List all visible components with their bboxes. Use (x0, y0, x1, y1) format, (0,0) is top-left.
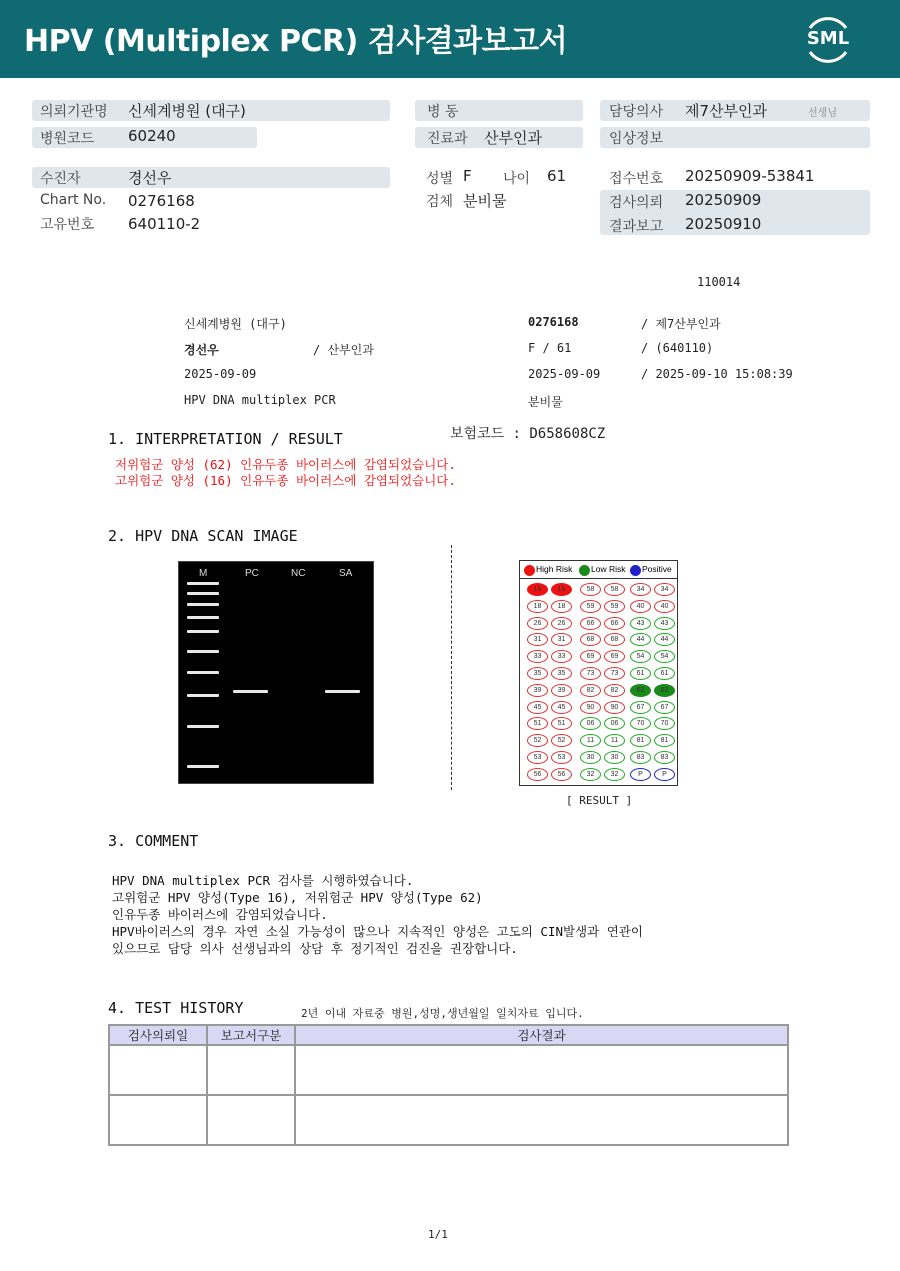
hpv-type-70: 70 (630, 717, 651, 730)
gel-label-sa: SA (339, 568, 353, 579)
doctor-suffix: 선생님 (808, 108, 837, 119)
hpv-type-43: 43 (630, 617, 651, 630)
comment-line: HPV DNA multiplex PCR 검사를 시행하였습니다. (112, 873, 414, 888)
hpv-type-83: 83 (630, 751, 651, 764)
hpv-type-34: 34 (630, 583, 651, 596)
rb-test: HPV DNA multiplex PCR (184, 393, 336, 407)
rb-datetime: / 2025-09-10 15:08:39 (641, 367, 793, 381)
low-risk-dot (579, 565, 590, 576)
table-cell (207, 1045, 295, 1095)
rb-doctor: / 제7산부인과 (641, 317, 721, 331)
pc-band (233, 690, 268, 693)
result-line-1: 저위험군 양성 (62) 인유두종 바이러스에 감염되었습니다. (115, 457, 456, 472)
grid-caption: [ RESULT ] (566, 794, 633, 807)
report-date-value: 20250910 (685, 215, 762, 233)
doctor-value: 제7산부인과 (685, 102, 767, 120)
ladder-band (187, 650, 219, 653)
doctor-label: 담당의사 (609, 104, 664, 120)
hpv-type-34: 34 (654, 583, 675, 596)
hpv-type-68: 68 (580, 633, 601, 646)
table-cell (207, 1095, 295, 1145)
report-header (0, 0, 900, 78)
hpv-type-P: P (630, 768, 651, 781)
page-number: 1/1 (428, 1228, 448, 1241)
hospital-code-label: 병원코드 (40, 131, 95, 147)
unique-label: 고유번호 (40, 217, 95, 233)
high-risk-dot (524, 565, 535, 576)
section-scan-image: 2. HPV DNA SCAN IMAGE (108, 527, 298, 545)
hpv-type-58: 58 (580, 583, 601, 596)
hpv-type-18: 18 (551, 600, 572, 613)
request-value: 20250909 (685, 191, 762, 209)
ladder-band (187, 765, 219, 768)
hpv-type-83: 83 (654, 751, 675, 764)
hpv-type-66: 66 (604, 617, 625, 630)
table-cell (295, 1045, 788, 1095)
hpv-type-70: 70 (654, 717, 675, 730)
age-label: 나이 (503, 171, 531, 187)
insurance-code: 보험코드 : D658608CZ (450, 426, 606, 442)
section-interpretation: 1. INTERPRETATION / RESULT (108, 430, 343, 448)
hpv-type-35: 35 (527, 667, 548, 680)
rb-specimen: 분비물 (528, 395, 563, 409)
dept-value: 산부인과 (484, 129, 542, 147)
hpv-type-66: 66 (580, 617, 601, 630)
rb-patient: 경선우 (184, 343, 219, 357)
col-report-type: 보고서구분 (207, 1025, 295, 1045)
comment-line: 고위험군 HPV 양성(Type 16), 저위험군 HPV 양성(Type 62) (112, 890, 483, 905)
table-row (109, 1045, 788, 1095)
ladder-band (187, 725, 219, 728)
hpv-type-51: 51 (527, 717, 548, 730)
hpv-type-16: 16 (551, 583, 572, 596)
hpv-type-59: 59 (580, 600, 601, 613)
rb-sex-age: F / 61 (528, 341, 572, 355)
hpv-type-62: 62 (630, 684, 651, 697)
col-request-date: 검사의뢰일 (109, 1025, 207, 1045)
hospital-code-value: 60240 (128, 127, 176, 145)
ladder-band (187, 603, 219, 606)
gel-image (178, 561, 374, 784)
ladder-band (187, 694, 219, 697)
hpv-type-11: 11 (580, 734, 601, 747)
unique-value: 640110-2 (128, 215, 201, 233)
hpv-type-56: 56 (527, 768, 548, 781)
history-header-row (109, 1025, 788, 1045)
rb-date1: 2025-09-09 (184, 367, 257, 381)
hpv-type-33: 33 (527, 650, 548, 663)
sex-value: F (463, 167, 472, 185)
hpv-type-62: 62 (654, 684, 675, 697)
chart-label: Chart No. (40, 192, 107, 208)
ladder-band (187, 630, 219, 633)
hpv-type-52: 52 (527, 734, 548, 747)
result-grid (519, 560, 678, 786)
hpv-type-30: 30 (604, 751, 625, 764)
hpv-type-54: 54 (654, 650, 675, 663)
receipt-label: 접수번호 (609, 171, 664, 187)
ladder-band (187, 671, 219, 674)
hpv-type-45: 45 (551, 701, 572, 714)
hpv-type-35: 35 (551, 667, 572, 680)
ladder-band (187, 616, 219, 619)
hpv-type-73: 73 (604, 667, 625, 680)
section-test-history: 4. TEST HISTORY (108, 999, 244, 1017)
logo-text: SML (806, 28, 850, 49)
legend-high-risk: High Risk (536, 564, 573, 574)
positive-dot (630, 565, 641, 576)
age-value: 61 (547, 167, 567, 185)
report-code: 110014 (697, 275, 741, 289)
sa-band (325, 690, 360, 693)
rb-dept: / 산부인과 (313, 343, 374, 357)
hpv-type-68: 68 (604, 633, 625, 646)
hpv-type-45: 45 (527, 701, 548, 714)
rb-chart: 0276168 (528, 315, 579, 329)
hpv-type-61: 61 (654, 667, 675, 680)
specimen-value: 분비물 (463, 192, 507, 210)
specimen-label: 검체 (426, 194, 454, 210)
patient-label: 수진자 (40, 171, 81, 187)
scan-divider (451, 545, 452, 790)
hpv-type-39: 39 (551, 684, 572, 697)
hpv-type-26: 26 (527, 617, 548, 630)
hpv-type-53: 53 (527, 751, 548, 764)
history-table (108, 1024, 789, 1146)
hpv-type-82: 82 (604, 684, 625, 697)
hpv-type-18: 18 (527, 600, 548, 613)
hpv-type-52: 52 (551, 734, 572, 747)
hpv-type-82: 82 (580, 684, 601, 697)
hpv-type-44: 44 (630, 633, 651, 646)
clinical-label: 임상정보 (609, 131, 664, 147)
history-note: 2년 이내 자료중 병원,성명,생년월일 일치자료 입니다. (301, 1007, 584, 1020)
hpv-type-54: 54 (630, 650, 651, 663)
table-cell (109, 1045, 207, 1095)
hpv-type-32: 32 (604, 768, 625, 781)
rb-date2: 2025-09-09 (528, 367, 601, 381)
sex-label: 성별 (426, 171, 454, 187)
hpv-type-53: 53 (551, 751, 572, 764)
hpv-type-56: 56 (551, 768, 572, 781)
chart-value: 0276168 (128, 192, 195, 210)
hpv-type-11: 11 (604, 734, 625, 747)
hpv-type-30: 30 (580, 751, 601, 764)
comment-line: 있으므로 담당 의사 선생님과의 상담 후 정기적인 검진을 권장합니다. (112, 941, 518, 956)
institution-value: 신세계병원 (대구) (128, 102, 246, 120)
hpv-type-61: 61 (630, 667, 651, 680)
hpv-type-06: 06 (580, 717, 601, 730)
hpv-type-32: 32 (580, 768, 601, 781)
hpv-type-16: 16 (527, 583, 548, 596)
hpv-type-51: 51 (551, 717, 572, 730)
gel-label-nc: NC (291, 568, 306, 579)
hpv-type-58: 58 (604, 583, 625, 596)
section-comment: 3. COMMENT (108, 832, 199, 850)
rb-birth: / (640110) (641, 341, 714, 355)
receipt-value: 20250909-53841 (685, 167, 815, 185)
legend-divider (520, 578, 677, 579)
hpv-type-44: 44 (654, 633, 675, 646)
hpv-type-67: 67 (630, 701, 651, 714)
hpv-type-06: 06 (604, 717, 625, 730)
hpv-type-39: 39 (527, 684, 548, 697)
hpv-type-P: P (654, 768, 675, 781)
patient-bar (32, 167, 390, 188)
hpv-type-81: 81 (630, 734, 651, 747)
hpv-type-26: 26 (551, 617, 572, 630)
hpv-type-33: 33 (551, 650, 572, 663)
hpv-type-69: 69 (580, 650, 601, 663)
table-cell (109, 1095, 207, 1145)
gel-label-pc: PC (245, 568, 259, 579)
col-result: 검사결과 (295, 1025, 788, 1045)
legend-low-risk: Low Risk (591, 564, 626, 574)
result-line-2: 고위험군 양성 (16) 인유두종 바이러스에 감염되었습니다. (115, 473, 456, 488)
dept-label: 진료과 (427, 131, 468, 147)
hpv-type-81: 81 (654, 734, 675, 747)
hpv-type-40: 40 (654, 600, 675, 613)
report-date-label: 결과보고 (609, 219, 664, 235)
request-label: 검사의뢰 (609, 195, 664, 211)
institution-label: 의뢰기관명 (40, 104, 108, 120)
ladder-band (187, 592, 219, 595)
table-row (109, 1095, 788, 1145)
legend-positive: Positive (642, 564, 672, 574)
hpv-type-90: 90 (580, 701, 601, 714)
hpv-type-73: 73 (580, 667, 601, 680)
ladder-band (187, 582, 219, 585)
table-cell (295, 1095, 788, 1145)
comment-line: 인유두종 바이러스에 감염되었습니다. (112, 907, 328, 922)
hpv-type-31: 31 (527, 633, 548, 646)
hpv-type-69: 69 (604, 650, 625, 663)
report-title: HPV (Multiplex PCR) 검사결과보고서 (24, 24, 568, 59)
gel-label-m: M (199, 568, 208, 579)
hpv-type-43: 43 (654, 617, 675, 630)
hpv-type-40: 40 (630, 600, 651, 613)
comment-line: HPV바이러스의 경우 자연 소실 가능성이 많으나 지속적인 양성은 고도의 CIN발생과 연관이 (112, 924, 643, 939)
hpv-type-67: 67 (654, 701, 675, 714)
hpv-type-31: 31 (551, 633, 572, 646)
hpv-type-90: 90 (604, 701, 625, 714)
hpv-type-59: 59 (604, 600, 625, 613)
rb-hospital: 신세계병원 (대구) (184, 317, 287, 331)
sml-logo (800, 14, 856, 64)
patient-value: 경선우 (128, 169, 172, 187)
ward-label: 병 동 (427, 104, 459, 120)
